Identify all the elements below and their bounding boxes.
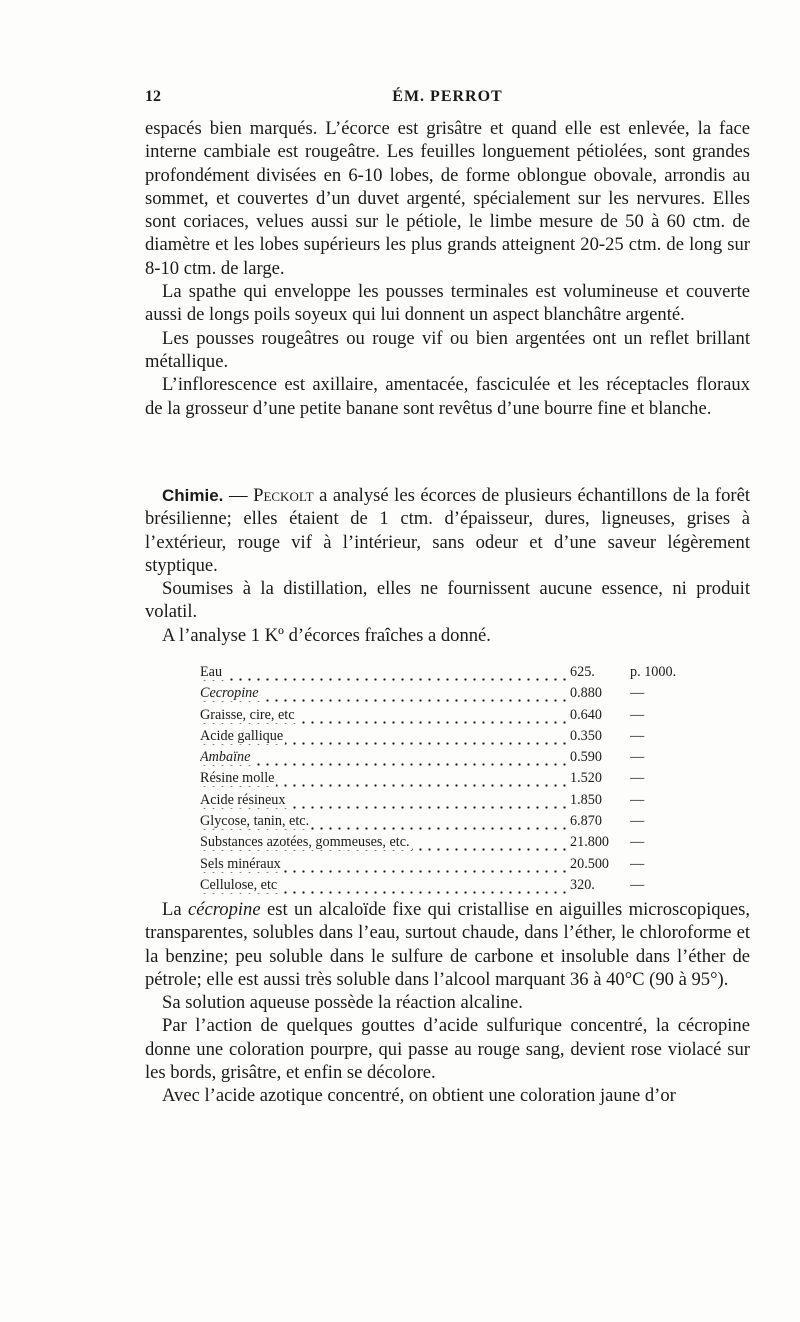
paragraph: Les pousses rougeâtres ou rouge vif ou bien argentées ont un reflet brillant métallique. <box>145 327 750 372</box>
component-value: 0.640 <box>570 706 602 723</box>
component-label: Résine molle <box>200 770 275 787</box>
paragraph: Par l’action de quelques gouttes d’acide sulfurique concentré, la cécropine donne une coloration pourpre, qui passe au rouge sang, devient rose violacé sur les bords, grisâtre, et enfin se décolore. <box>145 1015 750 1084</box>
component-value: 20.500 <box>570 855 610 872</box>
paragraph: A l’analyse 1 Kº d’écorces fraîches a donné. <box>162 624 491 646</box>
paragraph: espacés bien marqués. L’écorce est grisâtre et quand elle est enlevée, la face interne cambiale est rougeâtre. Les feuilles longuement pétiolées, sont grandes profondément divisées en 6-10 lobes, de forme oblongue obovale, arrondis au sommet, et couvertes d’un duvet argenté, spécialement sur les nervures. Elles sont coriaces, velues aussi sur le pétiole, le limbe mesure de 50 à 60 ctm. de diamètre et les lobes supérieurs les plus grands atteignent 20-25 ctm. de long sur 8-10 ctm. de large. <box>145 118 750 279</box>
component-unit: — <box>630 791 645 808</box>
paragraph <box>145 898 750 991</box>
section-heading: Chimie. <box>162 486 224 505</box>
paragraph: L’inflorescence est axillaire, amentacée, fasciculée et les réceptacles floraux de la grosseur d’une petite banane sont revêtus d’une bourre fine et blanche. <box>145 374 750 419</box>
component-label: Substances azotées, gommeuses, etc. <box>200 834 410 851</box>
table-row <box>200 707 710 728</box>
component-value: 6.870 <box>570 813 602 830</box>
component-unit: p. 1000. <box>630 664 677 680</box>
component-value: 21.800 <box>570 834 610 851</box>
paragraph-text: a analysé les écorces de plusieurs échantillons de la forêt brésilienne; elles étaient de 1 ctm. d’épaisseur, dures, ligneuses, grises à l’extérieur, rouge vif à l’intérieur, sans odeur et d’une saveur légèrement styptique. <box>145 485 751 576</box>
component-label: Acide gallique <box>200 727 284 744</box>
component-name <box>200 792 570 813</box>
component-label: Eau <box>200 664 223 680</box>
component-value: 0.590 <box>570 749 602 766</box>
component-name <box>200 749 570 770</box>
component-unit: — <box>630 770 645 787</box>
component-value: 320. <box>570 876 595 893</box>
running-title: ÉM. PERROT <box>392 88 503 105</box>
table-row <box>200 792 710 813</box>
component-label: Acide résineux <box>200 791 286 808</box>
description-text <box>145 117 750 420</box>
component-label: Glycose, tanin, etc. <box>200 813 310 830</box>
table-row <box>200 664 710 685</box>
paragraph <box>145 484 750 577</box>
table-row <box>200 770 710 791</box>
paragraph: La spathe qui enveloppe les pousses terminales est volumineuse et couverte aussi de longs poils soyeux qui lui donnent un aspect blanchâtre argenté. <box>145 281 750 326</box>
component-unit: — <box>630 727 645 744</box>
component-name <box>200 664 570 685</box>
table-row <box>200 834 710 855</box>
component-unit: — <box>630 685 645 702</box>
table-row <box>200 685 710 706</box>
component-label: Ambaïne <box>200 749 251 766</box>
component-unit: — <box>630 749 645 766</box>
component-label: Cecropine <box>200 685 259 702</box>
component-value: 0.880 <box>570 685 602 702</box>
table-row <box>200 728 710 749</box>
component-unit: — <box>630 855 645 872</box>
component-name <box>200 813 570 834</box>
table-row <box>200 877 710 898</box>
component-value: 1.850 <box>570 791 602 808</box>
component-name <box>200 856 570 877</box>
component-unit: — <box>630 813 645 830</box>
table-row <box>200 856 710 877</box>
component-name <box>200 685 570 706</box>
chemistry-section <box>145 484 750 647</box>
component-unit: — <box>630 876 645 893</box>
author-name: Peckolt <box>253 485 314 506</box>
component-label: Cellulose, etc <box>200 876 278 893</box>
paragraph: Sa solution aqueuse possède la réaction alcaline. <box>162 992 523 1014</box>
page-number: 12 <box>145 88 161 105</box>
component-name <box>200 707 570 728</box>
component-label: Graisse, cire, etc <box>200 706 295 723</box>
italic-term: cécropine <box>187 899 261 920</box>
component-value: 1.520 <box>570 770 602 787</box>
component-unit: — <box>630 834 645 851</box>
paragraph-text: La <box>162 899 188 920</box>
component-name <box>200 877 570 898</box>
component-name <box>200 834 570 855</box>
paragraph: Soumises à la distillation, elles ne fournissent aucune essence, ni produit volatil. <box>145 578 750 623</box>
heading-dash: — <box>223 485 254 506</box>
cecropine-text <box>145 898 750 1108</box>
page-header <box>145 88 750 112</box>
component-label: Sels minéraux <box>200 855 281 872</box>
component-name <box>200 728 570 749</box>
table-row <box>200 749 710 770</box>
table-row <box>200 813 710 834</box>
paragraph: Avec l’acide azotique concentré, on obtient une coloration jaune d’or <box>162 1085 676 1107</box>
component-value: 625. <box>570 664 595 680</box>
component-name <box>200 770 570 791</box>
analysis-table <box>200 664 710 898</box>
component-value: 0.350 <box>570 727 602 744</box>
component-unit: — <box>630 706 645 723</box>
paragraph-text: est un alcaloïde fixe qui cristallise en aiguilles microscopiques, transparentes, solubles dans l’eau, surtout chaude, dans l’éther, le chloroforme et la benzine; peu soluble dans le sulfure de carbone et insoluble dans l’éther de pétrole; elle est aussi très soluble dans l’alcool marquant 36 à 40°C (90 à 95°). <box>145 899 750 990</box>
